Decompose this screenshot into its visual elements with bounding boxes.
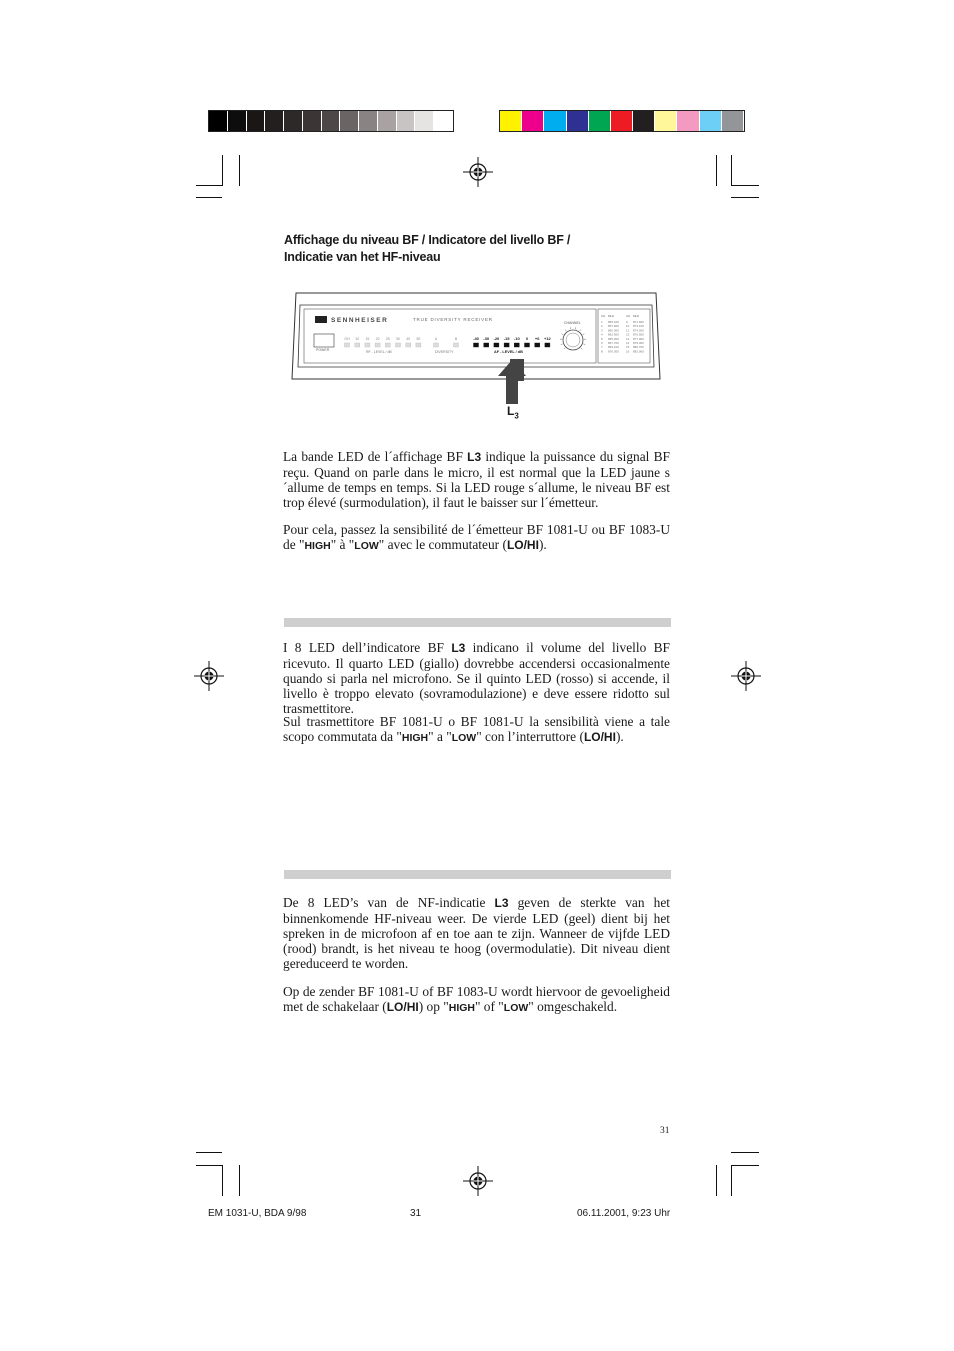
crop-mark [196, 197, 222, 198]
crop-mark [239, 1165, 240, 1196]
freq-cell: 7 [601, 345, 603, 350]
grayscale-calibration-bar [208, 110, 454, 132]
calibration-swatch [500, 111, 522, 131]
section-heading [284, 232, 684, 266]
crop-mark [731, 197, 759, 198]
registration-mark-icon [731, 661, 761, 691]
calibration-swatch [677, 111, 699, 131]
freq-cell: 8 [601, 349, 603, 354]
crop-mark [731, 185, 759, 186]
registration-mark-icon [194, 661, 224, 691]
rf-led [396, 343, 401, 347]
registration-mark-icon [463, 1166, 493, 1196]
calibration-swatch [303, 111, 322, 131]
af-led [504, 343, 509, 347]
crop-mark [731, 155, 732, 186]
diversity-tick-label: A [434, 337, 438, 341]
rf-tick-label: 20 [375, 337, 380, 341]
freq-cell: 6 [601, 341, 603, 345]
freq-header-cell: MHz [633, 314, 640, 318]
freq-cell: 869.100 [608, 345, 619, 350]
calibration-swatch [209, 111, 228, 131]
freq-cell: 870.300 [608, 349, 619, 354]
calibration-swatch [700, 111, 722, 131]
freq-cell: 16 [626, 349, 630, 354]
freq-cell: 5 [601, 336, 603, 341]
calibration-swatch [359, 111, 378, 131]
rf-tick-label: 50 [416, 337, 421, 341]
rf-led [416, 343, 421, 347]
crop-mark [222, 1165, 223, 1196]
af-tick-label: -20 [493, 336, 500, 341]
rf-tick-label: 10 [355, 337, 360, 341]
calibration-swatch [340, 111, 359, 131]
rf-led [385, 343, 390, 347]
channel-label: CHANNEL [564, 321, 581, 325]
freq-header-cell: CH [626, 314, 631, 318]
power-label: POWER [316, 348, 330, 352]
model-text: TRUE DIVERSITY RECEIVER [413, 317, 493, 322]
nl-paragraph-2: Op de zender BF 1081-U of BF 1083-U wordt hiervoor de gevoeligheid met de schakelaar (LO/HI) op "HIGH" of "LOW" omgeschakeld. [283, 984, 670, 1014]
calibration-swatch [544, 111, 566, 131]
af-tick-label: +12 [544, 336, 551, 341]
footer-center: 31 [410, 1208, 422, 1219]
af-tick-label: 0 [525, 336, 529, 341]
rf-led [355, 343, 360, 347]
freq-cell: 2 [601, 324, 603, 329]
crop-mark [222, 155, 223, 186]
freq-cell: 876.500 [633, 332, 644, 337]
freq-cell: 857.600 [608, 324, 619, 329]
freq-header-cell: CH [601, 314, 606, 318]
crop-mark [716, 1165, 717, 1196]
crop-mark [239, 155, 240, 186]
footer-left: EM 1031-U, BDA 9/98 [208, 1208, 307, 1219]
rf-tick-label: 15 [365, 337, 370, 341]
crop-mark [731, 1152, 759, 1153]
fr-paragraph-2: Pour cela, passez la sensibilité de l´émetteur BF 1081-U ou BF 1083-U de "HIGH" à "LOW" avec le commutateur (LO/HI). [283, 522, 670, 552]
heading-line-1: Affichage du niveau BF / Indicatore del livello BF / [284, 233, 571, 247]
calibration-swatch [589, 111, 611, 131]
it-paragraph-2: Sul trasmettitore BF 1081-U o BF 1081-U la sensibilità viene a tale scopo commutata da "HIGH" a "LOW" con l’interruttore (LO/HI). [283, 714, 670, 744]
freq-cell: 11 [626, 328, 630, 333]
footer-right: 06.11.2001, 9:23 Uhr [577, 1208, 671, 1219]
freq-cell: 10 [626, 324, 630, 329]
color-calibration-bar [499, 110, 745, 132]
freq-cell: 879.300 [633, 341, 644, 345]
rf-tick-label: 25 [385, 337, 390, 341]
sennheiser-logo-icon [315, 316, 327, 323]
af-led [514, 343, 519, 347]
freq-cell: 877.900 [633, 336, 644, 341]
freq-cell: 12 [626, 332, 630, 337]
heading-line-2: Indicatie van het HF-niveau [284, 250, 441, 264]
freq-cell: 880.700 [633, 345, 644, 350]
crop-mark [731, 1165, 759, 1166]
af-tick-label: -10 [513, 336, 520, 341]
calibration-swatch [247, 111, 266, 131]
af-led [484, 343, 489, 347]
crop-mark [731, 1165, 732, 1196]
freq-cell: 3 [601, 328, 603, 333]
receiver-front-panel-illustration [290, 287, 662, 383]
callout-l3-label: $L_3$ [507, 404, 519, 421]
af-led [525, 343, 530, 347]
calibration-swatch [633, 111, 655, 131]
calibration-swatch [567, 111, 589, 131]
crop-mark [716, 155, 717, 186]
calibration-swatch [722, 111, 744, 131]
calibration-swatch [284, 111, 303, 131]
af-led [535, 343, 540, 347]
af-led [494, 343, 499, 347]
rf-led [365, 343, 370, 347]
calibration-swatch [415, 111, 434, 131]
crop-mark [196, 185, 222, 186]
rf-led [345, 343, 350, 347]
rf-tick-label: OH [344, 337, 350, 341]
af-tick-label: -40 [473, 336, 479, 341]
rf-level-label: RF - LEVEL / dB [366, 350, 392, 354]
freq-cell: 865.200 [608, 336, 619, 341]
rf-tick-label: 40 [406, 337, 411, 341]
af-level-label: AF - LEVEL / dB [494, 350, 523, 354]
af-tick-label: +6 [534, 336, 540, 341]
brand-text: SENNHEISER [331, 317, 389, 324]
freq-cell: 855.100 [608, 320, 619, 324]
freq-header-cell: MHz [608, 314, 615, 318]
freq-cell: 1 [601, 320, 603, 324]
calibration-swatch [611, 111, 633, 131]
freq-cell: 860.300 [608, 328, 619, 333]
section-divider-bar [284, 870, 671, 879]
diversity-tick-label: B [454, 337, 458, 341]
freq-cell: 4 [601, 332, 603, 337]
crop-mark [196, 1165, 222, 1166]
freq-cell: 874.200 [633, 328, 644, 333]
af-tick-label: -30 [483, 336, 490, 341]
rf-tick-label: 30 [396, 337, 400, 341]
freq-cell: 882.000 [633, 349, 644, 354]
calibration-swatch [228, 111, 247, 131]
calibration-swatch [265, 111, 284, 131]
nl-paragraph-1: De 8 LED’s van de NF-indicatie L3 geven de sterkte van het binnenkomende HF-niveau weer. De vierde LED (geel) dient bij het spreken in de microfoon af en toe aan te zijn. Wanneer de vijfde LED (rood) brandt, is het niveau te hoog (overmodulatie). Dit niveau dient gereduceerd te worden. [283, 895, 670, 971]
page-number: 31 [660, 1126, 670, 1136]
calibration-swatch [434, 111, 453, 131]
calibration-swatch [322, 111, 341, 131]
freq-cell: 862.500 [608, 332, 619, 337]
freq-cell: 14 [626, 341, 630, 345]
calibration-swatch [522, 111, 544, 131]
freq-cell: 873.100 [633, 324, 644, 329]
freq-cell: 9 [626, 320, 628, 324]
rf-led [406, 343, 411, 347]
calibration-swatch [397, 111, 416, 131]
diversity-led [434, 343, 439, 347]
it-paragraph-1: I 8 LED dell’indicatore BF L3 indicano il volume del livello BF ricevuto. Il quarto LED (giallo) dovrebbe accendersi occasionalmente quando si parla nel microfono. Se il quinto LED (rosso) si accende, il livello è troppo elevato (sovramodulazione) e deve essere ridotto sul trasmettitore. [283, 640, 670, 716]
fr-paragraph-1: La bande LED de l´affichage BF L3 indique la puissance du signal BF reçu. Quand on parle dans le micro, il est normal que la LED jaune s´allume de temps en temps. Si la LED rouge s´allume, le niveau BF est trop élevé (surmodulation), il faut le baisser sur l´émetteur. [283, 449, 670, 510]
freq-cell: 13 [626, 336, 630, 341]
freq-cell: 867.700 [608, 341, 619, 345]
power-switch [314, 334, 334, 347]
diversity-led [454, 343, 459, 347]
diversity-label: DIVERSITY [435, 350, 454, 354]
crop-mark [196, 1152, 222, 1153]
section-divider-bar [284, 618, 671, 627]
freq-cell: 871.600 [633, 320, 644, 324]
af-tick-label: -15 [503, 336, 510, 341]
calibration-swatch [378, 111, 397, 131]
freq-cell: 15 [626, 345, 630, 350]
arrow-icon [498, 360, 526, 404]
calibration-swatch [655, 111, 677, 131]
rf-led [375, 343, 380, 347]
af-led [474, 343, 479, 347]
af-led [545, 343, 550, 347]
registration-mark-icon [463, 157, 493, 187]
